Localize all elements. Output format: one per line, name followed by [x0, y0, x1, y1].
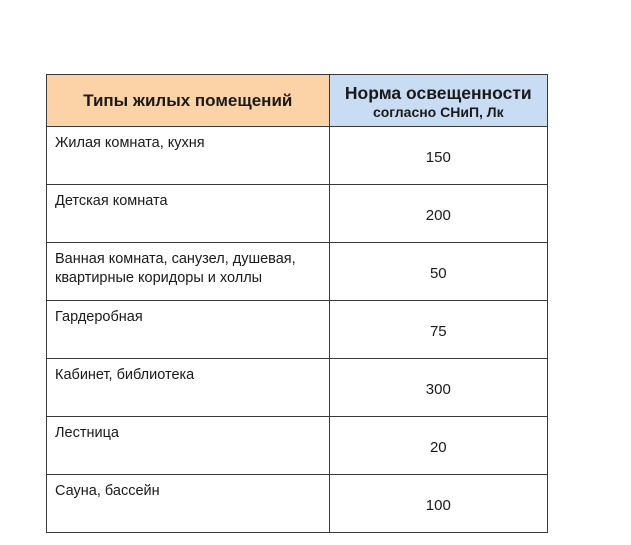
table-row	[47, 475, 548, 533]
room-type-cell: Лестница	[47, 417, 330, 475]
header-room-types	[47, 75, 330, 127]
norm-value-cell: 50	[329, 243, 547, 301]
norm-value-cell: 20	[329, 417, 547, 475]
norm-value-cell: 100	[329, 475, 547, 533]
norm-value-cell: 75	[329, 301, 547, 359]
table-row	[47, 127, 548, 185]
illumination-norms-table	[46, 74, 548, 533]
table-row	[47, 301, 548, 359]
room-type-cell: Жилая комната, кухня	[47, 127, 330, 185]
table-row	[47, 243, 548, 301]
norm-value-cell: 300	[329, 359, 547, 417]
room-type-cell: Ванная комната, санузел, душевая, квартирные коридоры и холлы	[47, 243, 330, 301]
header-norm-label: Норма освещенности	[344, 82, 532, 103]
header-illumination-norm	[329, 75, 547, 127]
header-norm-sublabel: согласно СНиП, Лк	[372, 103, 504, 120]
room-type-cell: Кабинет, библиотека	[47, 359, 330, 417]
room-type-cell: Гардеробная	[47, 301, 330, 359]
table-header-row	[47, 75, 548, 127]
room-type-cell: Детская комната	[47, 185, 330, 243]
table-row	[47, 417, 548, 475]
header-room-types-label: Типы жилых помещений	[83, 90, 293, 110]
table-row	[47, 185, 548, 243]
table-row	[47, 359, 548, 417]
norm-value-cell: 200	[329, 185, 547, 243]
room-type-cell: Сауна, бассейн	[47, 475, 330, 533]
norm-value-cell: 150	[329, 127, 547, 185]
